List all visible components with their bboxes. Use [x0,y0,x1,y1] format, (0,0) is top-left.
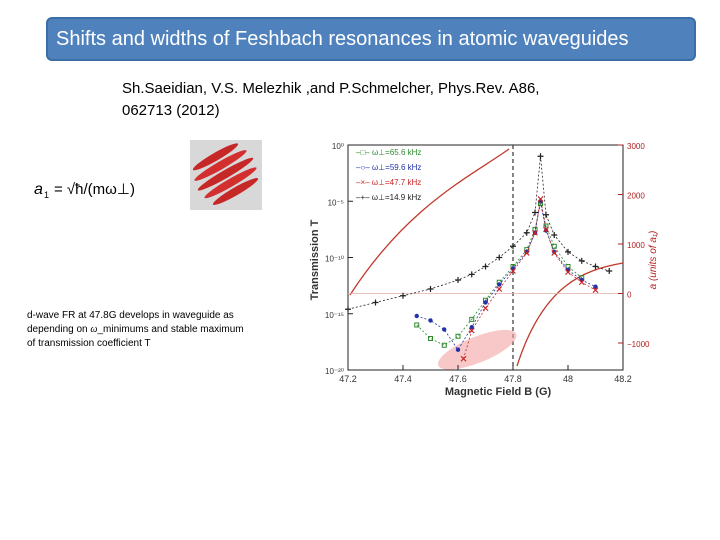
legend-entry: –+– ω⊥=14.9 kHz [356,193,422,202]
formula-rhs: = √ħ/(mω⊥) [54,181,135,198]
data-point [415,314,419,318]
y-tick-label: 10⁻²⁰ [325,367,344,376]
data-point [456,348,460,352]
y2-tick-label: 2000 [627,191,645,201]
y2-tick-label: 3000 [627,142,645,151]
legend-entry: –○– ω⊥=59.6 kHz [356,163,422,172]
citation [122,78,592,122]
x-tick-label: 48 [562,374,574,384]
data-point [442,327,446,331]
y2-tick-label: −1000 [627,340,650,349]
x-axis-label: Magnetic Field B (G) [444,386,552,398]
citation-line-1: Sh.Saeidian, V.S. Melezhik ,and P.Schmelcher, Phys.Rev. A86, [122,80,540,97]
transmission-chart [298,125,668,400]
data-point [483,300,487,304]
y-tick-label: 10⁻⁵ [327,198,344,208]
y-tick-label: 10⁻¹⁵ [324,310,344,320]
caption-line-2 [27,323,287,337]
y-axis-label: Transmission T [309,219,321,301]
y-tick-label: 10⁻¹⁰ [325,254,344,264]
data-point [497,282,501,286]
caption-line-2-post: _minimums and stable maximum [97,324,244,335]
citation-line-2: 062713 (2012) [122,102,220,119]
x-tick-label: 48.2 [614,374,632,384]
data-point [428,318,432,322]
y2-tick-label: 1000 [627,241,645,250]
x-tick-label: 47.8 [504,374,522,384]
oscillator-length-formula [32,168,192,208]
x-tick-label: 47.6 [449,374,467,384]
formula-sub: 1 [44,190,50,200]
caption-line-3: of transmission coefficient T [27,338,151,349]
caption [27,309,287,351]
x-tick-label: 47.2 [339,374,357,384]
caption-line-1: d-wave FR at 47.8G develops in waveguide as [27,310,234,321]
legend-entry: –×– ω⊥=47.7 kHz [356,178,422,187]
y2-axis-label: a (units of a₁) [648,230,659,290]
legend-entry: –□– ω⊥=65.6 kHz [356,148,422,157]
slide-title: Shifts and widths of Feshbach resonances in atomic waveguides [46,17,696,61]
caption-omega: ω [90,324,98,335]
y2-tick-label: 0 [627,290,632,300]
formula-lhs: a [34,181,43,198]
y-tick-label: 10⁰ [331,142,344,151]
caption-line-2-pre: depending on [27,324,88,335]
x-tick-label: 47.4 [394,374,412,384]
waveguide-illustration [190,140,262,210]
